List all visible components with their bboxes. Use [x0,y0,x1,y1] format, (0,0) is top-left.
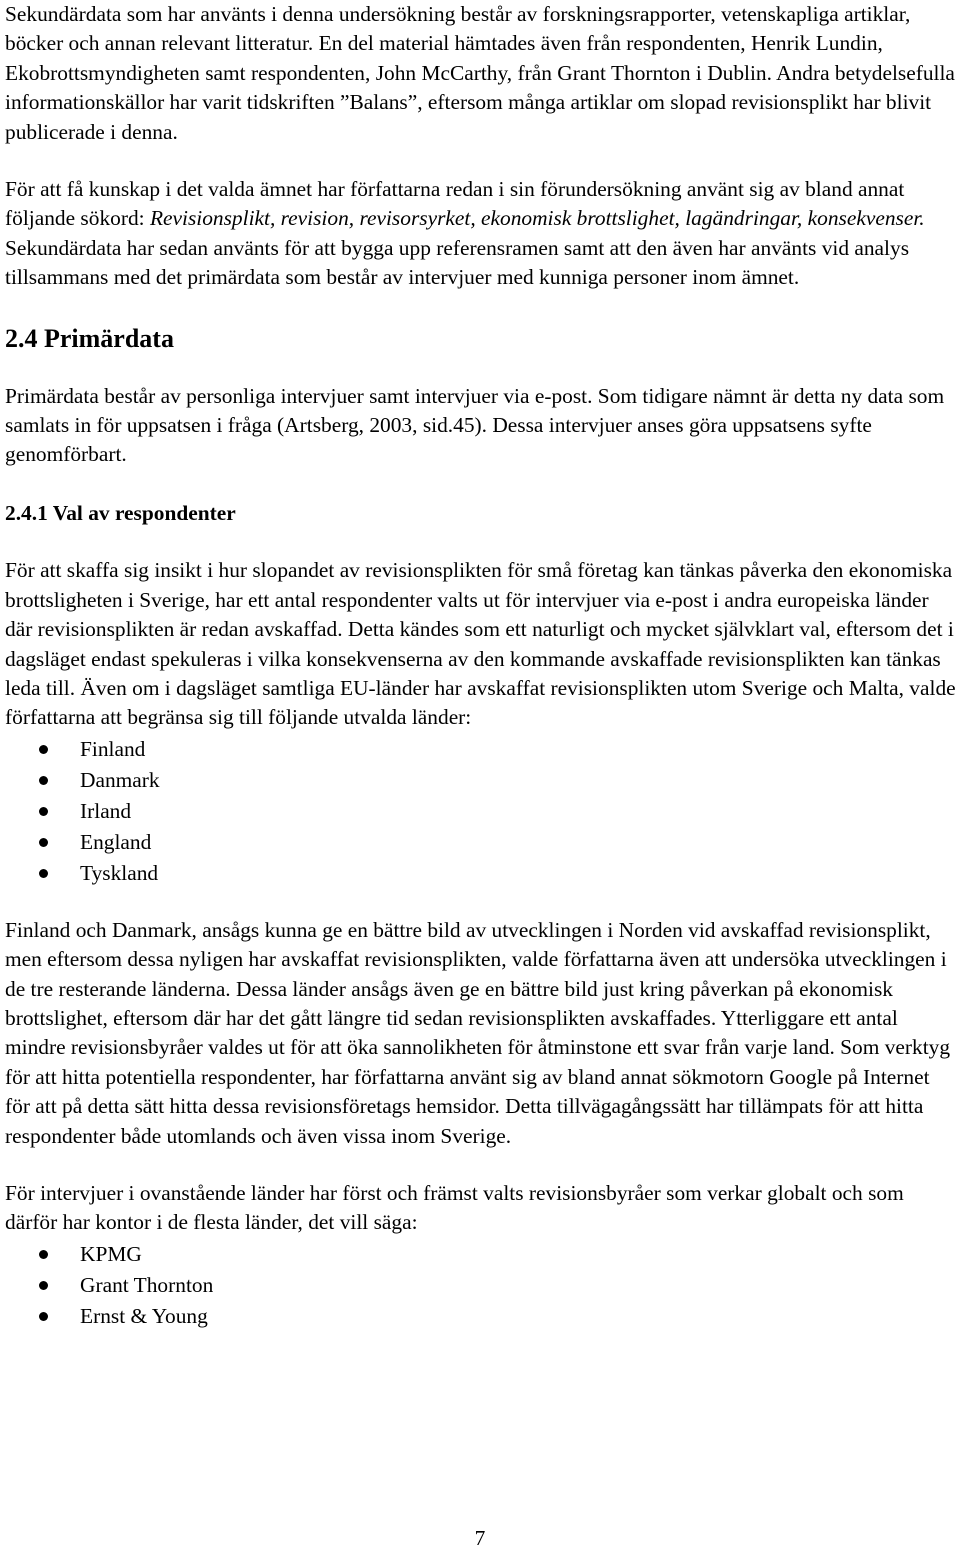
country-name: England [80,829,152,854]
heading-respondent-selection: 2.4.1 Val av respondenter [5,500,236,525]
bullet-icon [39,745,48,754]
country-name: Irland [80,798,132,823]
country-name: Finland [80,736,146,761]
list-item [5,827,957,858]
list-item [5,734,957,765]
firm-name: Ernst & Young [80,1303,208,1328]
list-item [5,1270,957,1301]
bullet-icon [39,807,48,816]
country-name: Tyskland [80,860,159,885]
page-number: 7 [474,1526,486,1550]
paragraph-respondent-selection: För att skaffa sig insikt i hur slopandet av revisionsplikten för små företag kan tänkas påverka den ekonomiska brottsligheten i Sverige, har ett antal respondenter valts ut för intervjuer via e-post i andra europeiska länder där revisionsplikten är redan avskaffad. Detta kändes som ett naturligt och mycket självklart val, eftersom det i dagsläget endast spekuleras i vilka konsekvenserna av den kommande avskaffade revisionsplikten kan tänkas leda till. Även om i dagsläget samtliga EU-länder har avskaffat revisionsplikten utom Sverige och Malta, valde författarna att begränsa sig till följande utvalda länder: [5,558,956,730]
paragraph-keywords [5,175,957,293]
paragraph-primary-data: Primärdata består av personliga intervjuer samt intervjuer via e-post. Som tidigare nämnt är detta ny data som samlats in för uppsatsen i fråga (Artsberg, 2003, sid.45). Dessa intervjuer anses göra uppsatsens syfte genomförbart. [5,383,945,467]
bullet-icon [39,1312,48,1321]
search-keywords: Revisionsplikt, revision, revisorsyrket, ekonomisk brottslighet, lagändringar, konsekvenser. [149,206,925,231]
bullet-icon [39,1250,48,1259]
heading-primary-data: 2.4 Primärdata [5,323,174,353]
list-item [5,858,957,889]
list-item [5,1301,957,1332]
paragraph-audit-firms: För intervjuer i ovanstående länder har först och främst valts revisionsbyråer som verkar globalt och som därför har kontor i de flesta länder, det vill säga: [5,1180,904,1235]
audit-firm-list [5,1239,957,1332]
country-list [5,734,957,889]
bullet-icon [39,869,48,878]
paragraph-country-rationale: Finland och Danmark, ansågs kunna ge en bättre bild av utvecklingen i Norden vid avskaffad revisionsplikt, men eftersom dessa nyligen har avskaffat revisionsplikten, valde författarna även att undersöka utvecklingen i de tre resterande länderna. Dessa länder ansågs även ge en bättre bild just kring påverkan på ekonomisk brottslighet, eftersom där har det gått längre tid sedan revisionsplikten avskaffades. Ytterliggare ett antal mindre revisionsbyråer valdes ut för att öka sannolikheten för åtminstone ett svar från varje land. Som verktyg för att hitta potentiella respondenter, har författarna använt sig av bland annat sökmotorn Google på Internet för att på detta sätt hitta dessa revisionsföretags hemsidor. Detta tillvägagångssätt har tillämpats för att hitta respondenter både utomlands och även vissa inom Sverige. [5,917,951,1148]
list-item [5,1239,957,1270]
paragraph-keywords-end: Sekundärdata har sedan använts för att bygga upp referensramen samt att den även har använts vid analys tillsammans med det primärdata som består av intervjuer med kunniga personer inom ämnet. [5,235,910,290]
firm-name: Grant Thornton [80,1272,214,1297]
bullet-icon [39,776,48,785]
list-item [5,796,957,827]
country-name: Danmark [80,767,160,792]
firm-name: KPMG [80,1241,142,1266]
paragraph-keywords-start: För att få kunskap i det valda ämnet har författarna redan i sin förundersökning använt sig av bland annat följande sökord: [5,177,905,231]
document-page [5,0,957,1332]
list-item [5,765,957,796]
paragraph-secondary-data: Sekundärdata som har använts i denna undersökning består av forskningsrapporter, vetenskapliga artiklar, böcker och annan relevant litteratur. En del material hämtades även från respondenten, Henrik Lundin, Ekobrottsmyndigheten samt respondenten, John McCarthy, från Grant Thornton i Dublin. Andra betydelsefulla informationskällor har varit tidskriften ”Balans”, eftersom många artiklar om slopad revisionsplikt har blivit publicerade i denna. [5,2,955,144]
bullet-icon [39,838,48,847]
bullet-icon [39,1281,48,1290]
